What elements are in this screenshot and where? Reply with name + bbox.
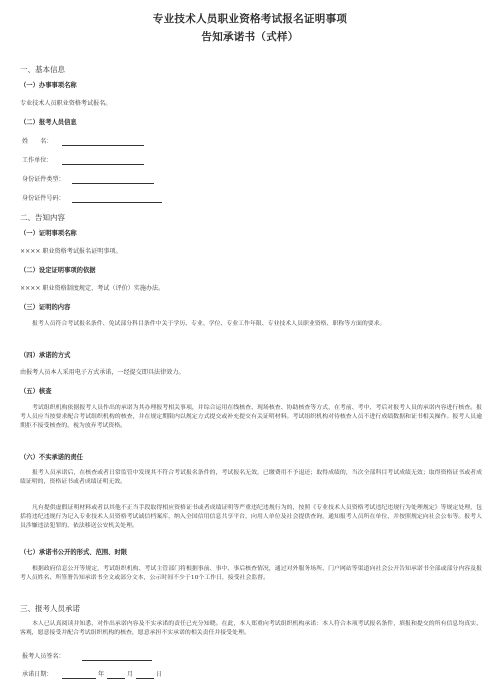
date-month-field[interactable] [107,678,125,679]
section-2-1-text: ×××× 职业资格考试报名证明事项。 [20,248,122,255]
date-year-unit: 年 [98,671,105,678]
section-2-5-text: 考试组织机构依据报考人员作出的承诺为其办理报考相关事项，并综合运用在线核查、现场核查、协助核查等方式，在考前、考中、考后对报考人员的承诺内容进行核查。报考人员应当按要求配合考试组织机构的核查，并在规定期限内以规定方式提交或补充提交有关证明材料。考试组织机构对待核查人员不进行成绩数据和证书相关操作。报考人员逾期拒不接受核查的，视为放弃考试资格。 [20,405,482,430]
section-2-7-text: 根据政府信息公开等规定，考试组织机构、考试主管部门将根据事前、事中、事后核查情况，通过对外服务场所、门户网站等渠道向社会公开告知承诺书全部或部分内容及报考人员姓名、所签署告知承诺书全文或部分文本，公示时间不少于10个工作日，接受社会监督。 [20,566,482,582]
section-2-2-text: ×××× 职业资格制度规定、考试（评价）实施办法。 [20,285,165,292]
section-2-6-heading: （六）不实承诺的责任 [20,454,83,461]
section-2-1-heading: （一）证明事项名称 [20,230,77,237]
date-day-field[interactable] [136,678,154,679]
section-2-6-text-1: 报考人员承诺后，在核查或者日常监管中发现其不符合考试报名条件的，考试报名无效，已缴费用不予退还；取得成绩的，当次全部科目考试成绩无效；取得资格证书或者成绩证明的，资格证书或者成绩证明无效。 [20,470,482,486]
date-label: 承诺日期： [22,671,53,678]
section-2-5-heading: （五）核查 [20,388,52,395]
id-number-label: 身份证件号码： [22,195,65,202]
section-2-3-text: 报考人员符合考试报名条件、免试部分科目条件中关于学历、专业、学位、专业工作年限、专业技术人员职业资格、职称等方面的要求。 [32,321,386,327]
id-number-field[interactable] [72,202,162,203]
employer-label: 工作单位： [22,157,53,164]
section-2-4-heading: （四）承诺的方式 [20,352,71,359]
id-type-label: 身份证件类型： [22,176,65,183]
name-field[interactable] [62,145,144,146]
section-1-1-text: 专业技术人员职业资格考试报名。 [20,100,112,107]
id-type-field[interactable] [72,183,154,184]
section-1-1-heading: （一）办事事项名称 [20,82,77,89]
section-2-3-heading: （三）证明的内容 [20,304,71,311]
section-1-2-heading: （二）报考人员信息 [20,119,77,126]
date-day-unit: 日 [156,671,163,678]
employer-field[interactable] [62,164,144,165]
section-2-2-heading: （二）设定证明事项的依据 [20,267,96,274]
section-3-text: 本人已认真阅读并知悉，对作出承诺内容及不实承诺的责任已充分知晓。在此，本人郑重向考试组织机构承诺：本人符合本项考试报名条件，填报和提交的所有信息均真实、客观，愿意接受并配合考试组织机构的核查，愿意承担不实承诺的相关责任并接受处理。 [20,621,482,637]
date-month-unit: 月 [127,671,134,678]
section-2-heading: 二、告知内容 [20,213,65,222]
section-3-heading: 三、报考人员承诺 [20,604,80,613]
date-year-field[interactable] [62,678,96,679]
doc-title: 专业技术人员职业资格考试报名证明事项 [152,13,348,25]
section-2-7-heading: （七）承诺书公开的形式、范围、时限 [20,549,128,556]
section-2-4-text: 由报考人员本人采用电子方式承诺，一经提交即具法律效力。 [20,369,185,376]
section-1-heading: 一、基本信息 [20,65,65,74]
name-label: 姓 名： [22,138,53,145]
signature-label: 报考人员签名： [22,653,65,660]
doc-subtitle: 告知承诺书（式样） [201,31,299,43]
section-2-6-text-2: 凡有提供虚假证明材料或者以其他不正当手段取得相应资格证书或者成绩证明等严重违纪违规行为的，按照《专业技术人员资格考试违纪违规行为处理规定》等规定处理，包括将违纪违规行为记入专业技术人员资格考试诚信档案库，纳入全国信用信息共享平台，向用人单位及社会提供查询，通知报考人员所在单位，并按照规定向社会公布等。报考人员涉嫌违法犯罪的，依法移送公安机关处理。 [20,505,482,530]
signature-field[interactable] [82,660,152,661]
